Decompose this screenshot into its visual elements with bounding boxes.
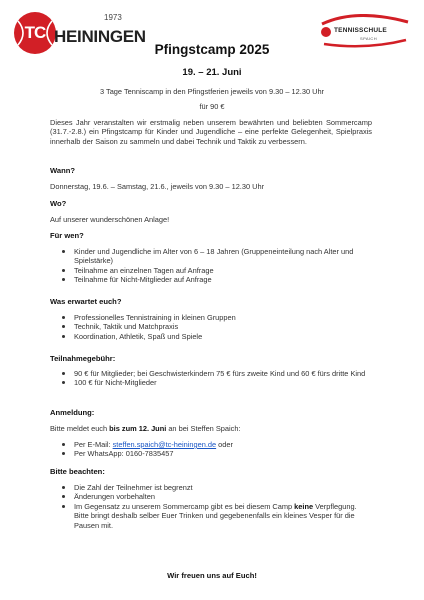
when-text: Donnerstag, 19.6. – Samstag, 21.6., jeweils von 9.30 – 12.30 Uhr	[50, 182, 265, 191]
bullet-icon	[62, 316, 65, 319]
expect-list	[50, 313, 372, 341]
for-whom-heading: Für wen?	[50, 231, 84, 240]
bullet-icon	[62, 486, 65, 489]
tennis-school-place: SPAICH	[360, 36, 377, 41]
list-item	[50, 440, 372, 449]
event-summary: 3 Tage Tenniscamp in den Pfingstferien jeweils von 9.30 – 12.30 Uhr	[99, 87, 325, 96]
list-item	[50, 449, 372, 458]
intro-paragraph: Dieses Jahr veranstalten wir erstmalig neben unserem bewährten und beliebten Sommercamp (31.7.-2.8.) ein Pfingstcamp für Kinder und Jugendliche – eine perfekte Gelegenheit, Spielpraxis innerhalb der Saison zu sammeln und dabei Technik und Taktik zu verbessern.	[50, 118, 372, 146]
club-initials: TC	[24, 23, 46, 42]
bullet-icon	[62, 443, 65, 446]
list-item-text: Änderungen vorbehalten	[74, 492, 155, 502]
registration-heading: Anmeldung:	[50, 408, 95, 417]
bullet-icon	[62, 452, 65, 455]
list-item	[50, 502, 372, 530]
tennis-school-name: TENNISSCHULE	[334, 27, 387, 34]
bullet-icon	[62, 505, 65, 508]
list-item	[50, 483, 372, 492]
list-item-text: Professionelles Tennistraining in kleinen Gruppen	[74, 313, 236, 322]
list-item-text: Koordination, Athletik, Spaß und Spiele	[74, 331, 203, 341]
list-item	[50, 369, 372, 378]
bullet-icon	[62, 335, 65, 338]
bullet-icon	[62, 269, 65, 272]
bullet-icon	[62, 250, 65, 253]
bullet-icon	[62, 495, 65, 498]
whatsapp-contact: Per WhatsApp: 0160-7835457	[74, 449, 174, 459]
when-heading: Wann?	[50, 166, 76, 175]
fee-list	[50, 369, 372, 388]
registration-text	[50, 424, 241, 433]
club-name: HEININGEN	[54, 27, 146, 46]
page-title: Pfingstcamp 2025	[154, 42, 270, 57]
list-item-text: 90 € für Mitglieder; bei Geschwisterkindern 75 € fürs zweite Kind und 60 € fürs dritte Kind	[74, 369, 366, 378]
list-item	[50, 332, 372, 341]
list-item	[50, 378, 372, 387]
list-item-text-bold: keine	[294, 501, 314, 511]
bullet-icon	[62, 278, 65, 281]
bullet-icon	[62, 325, 65, 328]
notes-list	[50, 483, 372, 530]
list-item-text: Teilnahme für Nicht-Mitglieder auf Anfrage	[74, 275, 212, 285]
list-item-text: 100 € für Nicht-Mitglieder	[74, 378, 157, 388]
where-text: Auf unserer wunderschönen Anlage!	[50, 215, 170, 224]
list-item-text-before: Im Gegensatz zu unserem Sommercamp gibt es bei diesem Camp	[74, 501, 295, 511]
club-founding-year: 1973	[104, 13, 122, 22]
email-label: Per E-Mail:	[74, 440, 113, 449]
list-item-text: Kinder und Jugendliche im Alter von 6 – 18 Jahren (Gruppeneinteilung nach Alter und Spielstärke)	[74, 247, 354, 266]
registration-text-after: an bei Steffen Spaich:	[166, 424, 241, 433]
expect-heading: Was erwartet euch?	[50, 297, 122, 306]
registration-deadline: bis zum 12. Juni	[109, 424, 167, 433]
email-suffix: oder	[216, 440, 233, 449]
for-whom-list	[50, 247, 372, 285]
list-item	[50, 313, 372, 322]
list-item	[50, 247, 372, 266]
bullet-icon	[62, 372, 65, 375]
event-price: für 90 €	[199, 102, 225, 111]
list-item-text: Technik, Taktik und Matchpraxis	[74, 322, 179, 332]
list-item	[50, 322, 372, 331]
registration-text-before: Bitte meldet euch	[50, 424, 110, 433]
fee-heading: Teilnahmegebühr:	[50, 354, 116, 363]
notes-heading: Bitte beachten:	[50, 467, 105, 476]
list-item-text-after: Verpflegung. Bitte bringt deshalb selber Euer Trinken und gegebenenfalls ein kleines Vesper für die Pausen mit.	[74, 501, 357, 530]
list-item	[50, 275, 372, 284]
list-item-text: Teilnahme an einzelnen Tagen auf Anfrage	[74, 265, 214, 275]
list-item	[50, 266, 372, 275]
registration-list	[50, 440, 372, 459]
list-item	[50, 492, 372, 501]
bullet-icon	[62, 381, 65, 384]
event-dates: 19. – 21. Juni	[182, 67, 242, 78]
list-item-text: Die Zahl der Teilnehmer ist begrenzt	[74, 483, 193, 492]
closing-line: Wir freuen uns auf Euch!	[167, 571, 257, 580]
where-heading: Wo?	[50, 199, 67, 208]
email-link[interactable]: steffen.spaich@tc-heiningen.de	[112, 440, 217, 449]
